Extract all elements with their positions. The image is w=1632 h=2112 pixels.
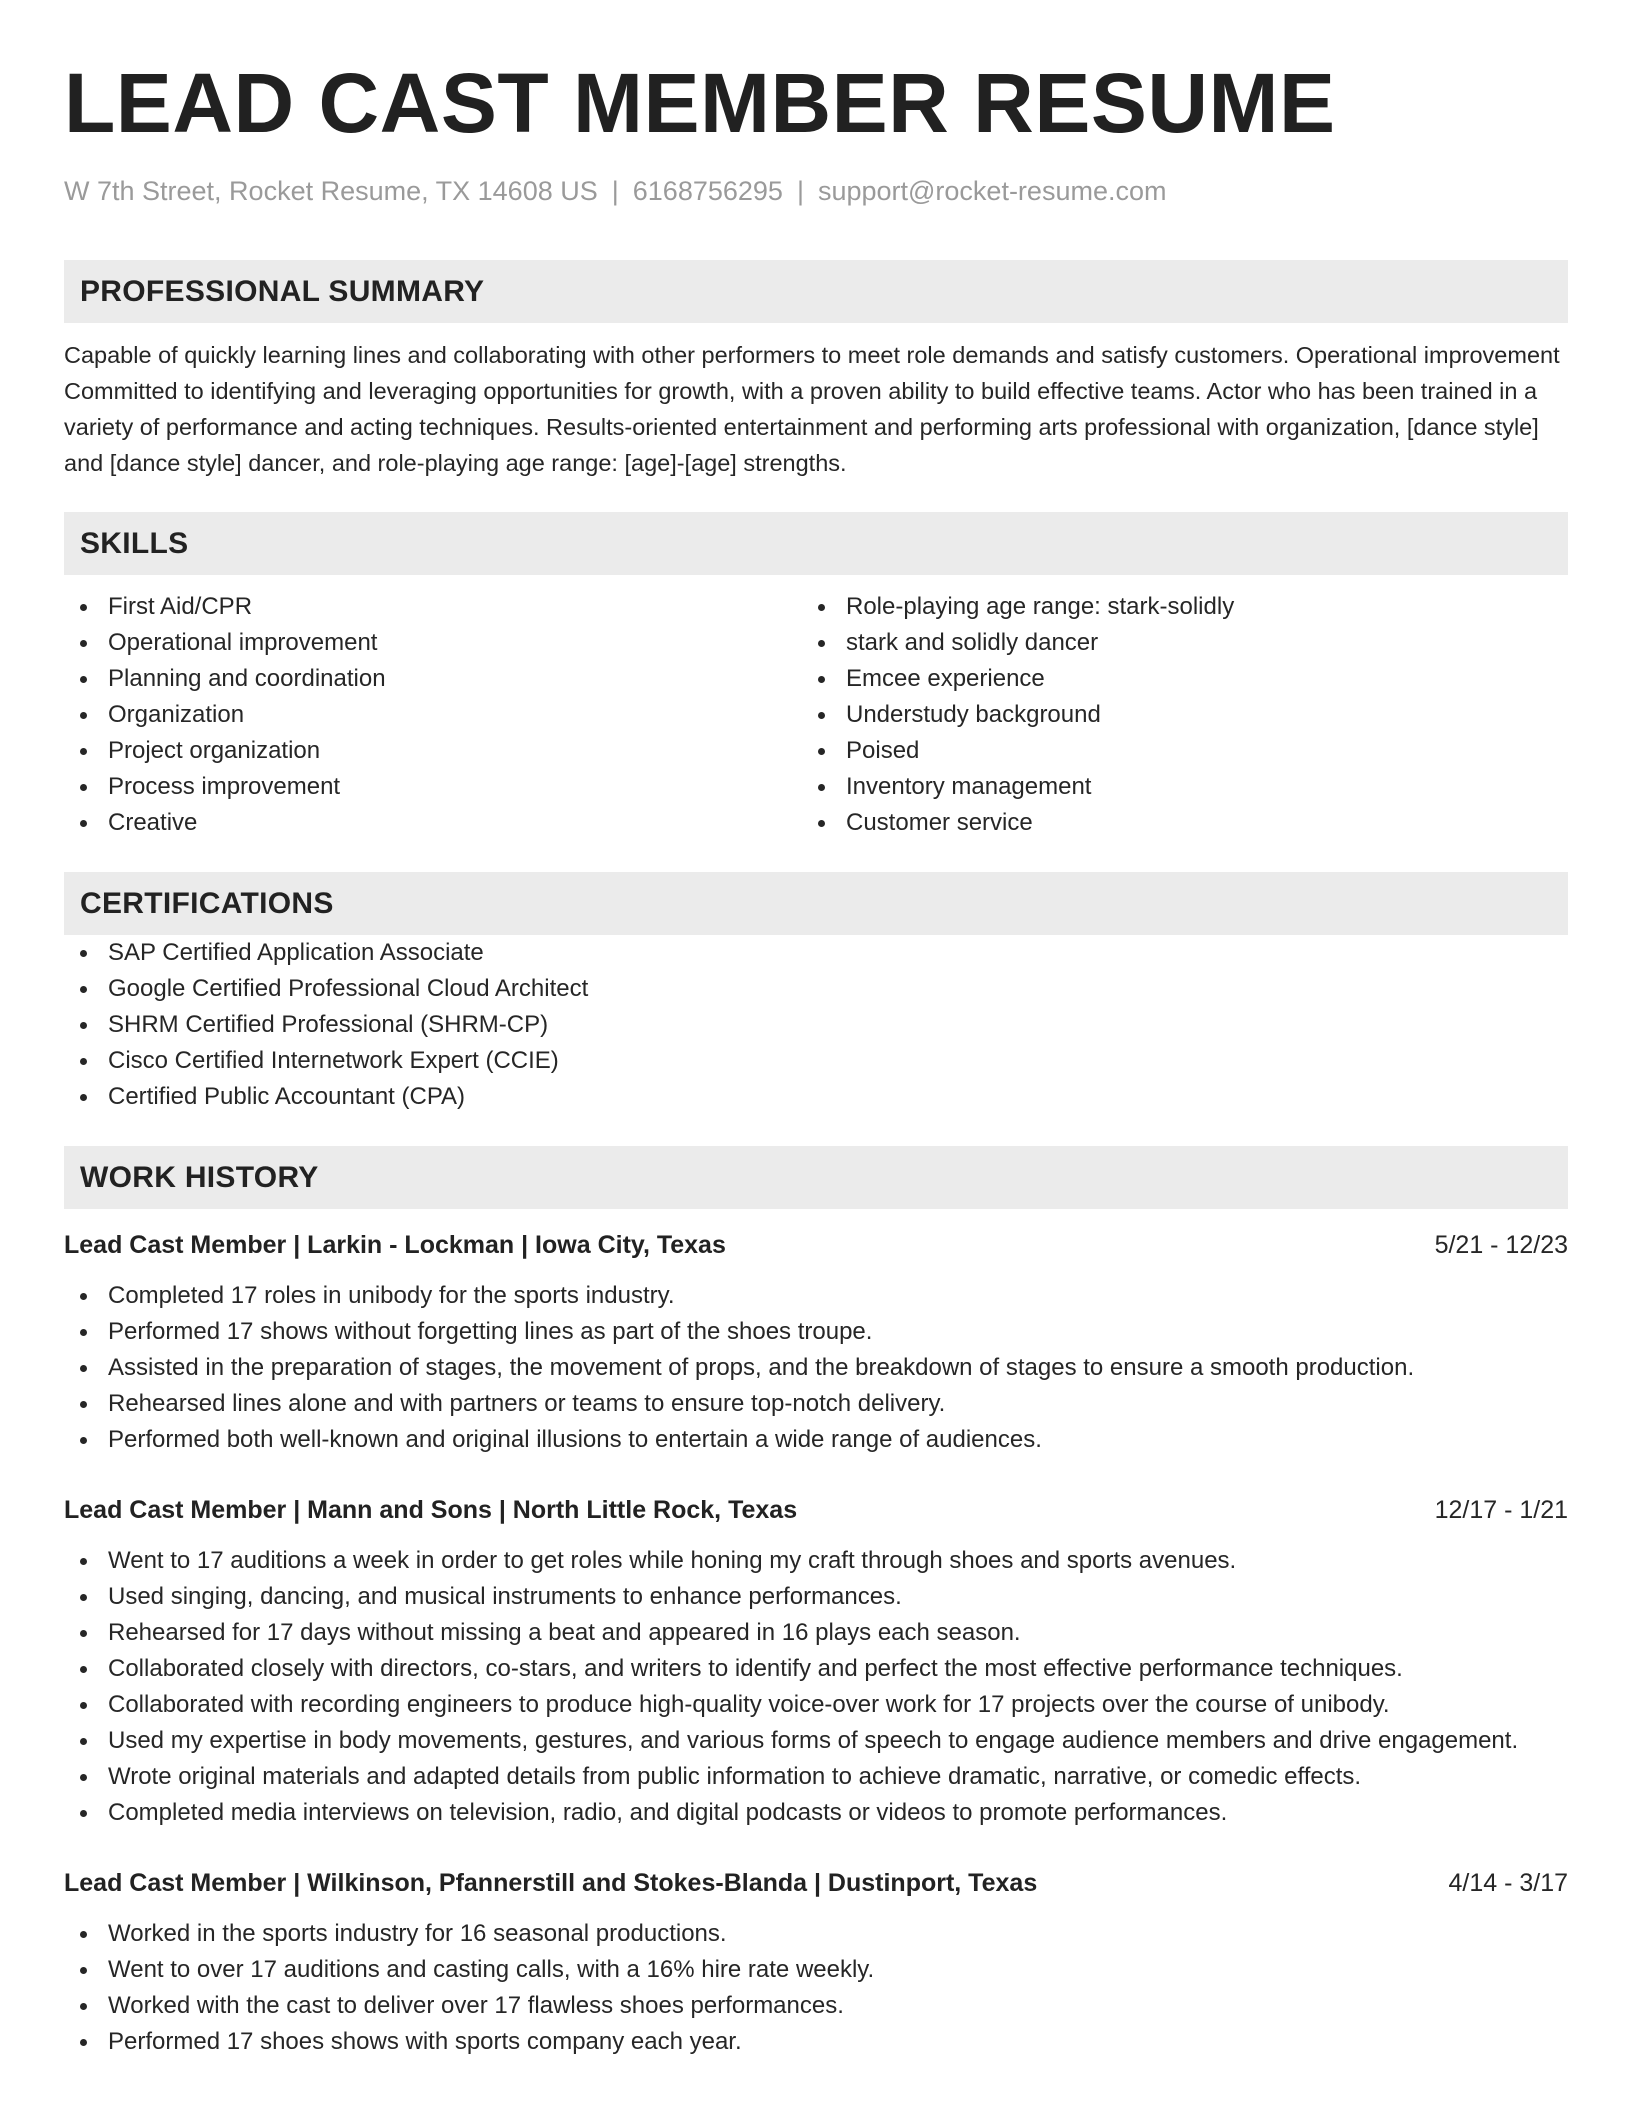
- skill-item: Operational improvement: [64, 625, 802, 661]
- job-bullet: Performed 17 shoes shows with sports company each year.: [64, 2024, 1568, 2060]
- skill-item: Poised: [802, 733, 1540, 769]
- job-bullet: Collaborated with recording engineers to produce high-quality voice-over work for 17 projects over the course of unibody.: [64, 1687, 1568, 1723]
- job-bullet: Completed media interviews on television, radio, and digital podcasts or videos to promote performances.: [64, 1795, 1568, 1831]
- job-bullets: [64, 1543, 1568, 1831]
- job-bullet: Worked with the cast to deliver over 17 flawless shoes performances.: [64, 1988, 1568, 2024]
- certification-item: Certified Public Accountant (CPA): [64, 1079, 1568, 1115]
- job-header: [64, 1228, 1568, 1262]
- summary-text: Capable of quickly learning lines and collaborating with other performers to meet role demands and satisfy customers. Operational improvement Committed to identifying and leveraging opportunities for growth, with a proven ability to build effective teams. Actor who has been trained in a variety of performance and acting techniques. Results-oriented entertainment and performing arts professional with organization, [dance style] and [dance style] dancer, and role-playing age range: [age]-[age] strengths.: [64, 342, 1560, 476]
- job-entry: [64, 1493, 1568, 1831]
- contact-email[interactable]: support@rocket-resume.com: [817, 176, 1167, 206]
- skill-item: First Aid/CPR: [64, 589, 802, 625]
- job-header: [64, 1493, 1568, 1527]
- contact-address: W 7th Street, Rocket Resume, TX 14608 US: [64, 176, 598, 206]
- skill-item: Project organization: [64, 733, 802, 769]
- job-dates: 4/14 - 3/17: [1448, 1869, 1568, 1897]
- contact-separator: |: [611, 176, 619, 206]
- contact-separator: |: [796, 176, 804, 206]
- job-bullet: Collaborated closely with directors, co-stars, and writers to identify and perfect the most effective performance techniques.: [64, 1651, 1568, 1687]
- job-bullet: Went to 17 auditions a week in order to get roles while honing my craft through shoes and sports avenues.: [64, 1543, 1568, 1579]
- contact-phone[interactable]: 6168756295: [632, 176, 783, 206]
- job-bullet: Completed 17 roles in unibody for the sports industry.: [64, 1278, 1568, 1314]
- skill-item: Planning and coordination: [64, 661, 802, 697]
- skill-item: Organization: [64, 697, 802, 733]
- skills-list-right: [802, 589, 1540, 841]
- job-title: Lead Cast Member | Wilkinson, Pfannerstill and Stokes-Blanda | Dustinport, Texas: [64, 1869, 1038, 1897]
- contact-line: [64, 174, 1568, 208]
- job-title: Lead Cast Member | Larkin - Lockman | Iowa City, Texas: [64, 1231, 726, 1259]
- skills-heading: SKILLS: [64, 512, 1568, 575]
- job-bullet: Rehearsed lines alone and with partners or teams to ensure top-notch delivery.: [64, 1386, 1568, 1422]
- work-history-heading: WORK HISTORY: [64, 1146, 1568, 1209]
- job-bullet: Performed both well-known and original illusions to entertain a wide range of audiences.: [64, 1422, 1568, 1458]
- job-entry: [64, 1866, 1568, 2060]
- summary-heading: PROFESSIONAL SUMMARY: [64, 260, 1568, 323]
- work-history-section: [64, 1146, 1568, 2060]
- job-header: [64, 1866, 1568, 1900]
- skills-list-left: [64, 589, 802, 841]
- skill-item: Customer service: [802, 805, 1540, 841]
- skill-item: Emcee experience: [802, 661, 1540, 697]
- certification-item: SHRM Certified Professional (SHRM-CP): [64, 1007, 1568, 1043]
- job-bullet: Performed 17 shows without forgetting lines as part of the shoes troupe.: [64, 1314, 1568, 1350]
- skill-item: Process improvement: [64, 769, 802, 805]
- skill-item: stark and solidly dancer: [802, 625, 1540, 661]
- job-bullet: Used my expertise in body movements, gestures, and various forms of speech to engage audience members and drive engagement.: [64, 1723, 1568, 1759]
- resume-title: LEAD CAST MEMBER RESUME: [64, 56, 1336, 150]
- job-bullet: Assisted in the preparation of stages, the movement of props, and the breakdown of stages to ensure a smooth production.: [64, 1350, 1568, 1386]
- skill-item: Creative: [64, 805, 802, 841]
- job-bullet: Rehearsed for 17 days without missing a beat and appeared in 16 plays each season.: [64, 1615, 1568, 1651]
- skills-section: [64, 512, 1568, 841]
- job-bullet: Used singing, dancing, and musical instruments to enhance performances.: [64, 1579, 1568, 1615]
- certifications-heading: CERTIFICATIONS: [64, 872, 1568, 935]
- certification-item: Cisco Certified Internetwork Expert (CCIE): [64, 1043, 1568, 1079]
- skill-item: Inventory management: [802, 769, 1540, 805]
- job-dates: 12/17 - 1/21: [1434, 1496, 1568, 1524]
- certification-item: Google Certified Professional Cloud Architect: [64, 971, 1568, 1007]
- job-bullet: Worked in the sports industry for 16 seasonal productions.: [64, 1916, 1568, 1952]
- job-dates: 5/21 - 12/23: [1434, 1231, 1568, 1259]
- certification-item: SAP Certified Application Associate: [64, 935, 1568, 971]
- skill-item: Role-playing age range: stark-solidly: [802, 589, 1540, 625]
- certifications-list: [64, 935, 1568, 1115]
- job-title: Lead Cast Member | Mann and Sons | North Little Rock, Texas: [64, 1496, 798, 1524]
- skill-item: Understudy background: [802, 697, 1540, 733]
- job-bullet: Went to over 17 auditions and casting calls, with a 16% hire rate weekly.: [64, 1952, 1568, 1988]
- job-bullet: Wrote original materials and adapted details from public information to achieve dramatic, narrative, or comedic effects.: [64, 1759, 1568, 1795]
- skills-grid: [64, 589, 1568, 841]
- job-bullets: [64, 1278, 1568, 1458]
- job-bullets: [64, 1916, 1568, 2060]
- job-entry: [64, 1228, 1568, 1458]
- certifications-section: [64, 872, 1568, 1115]
